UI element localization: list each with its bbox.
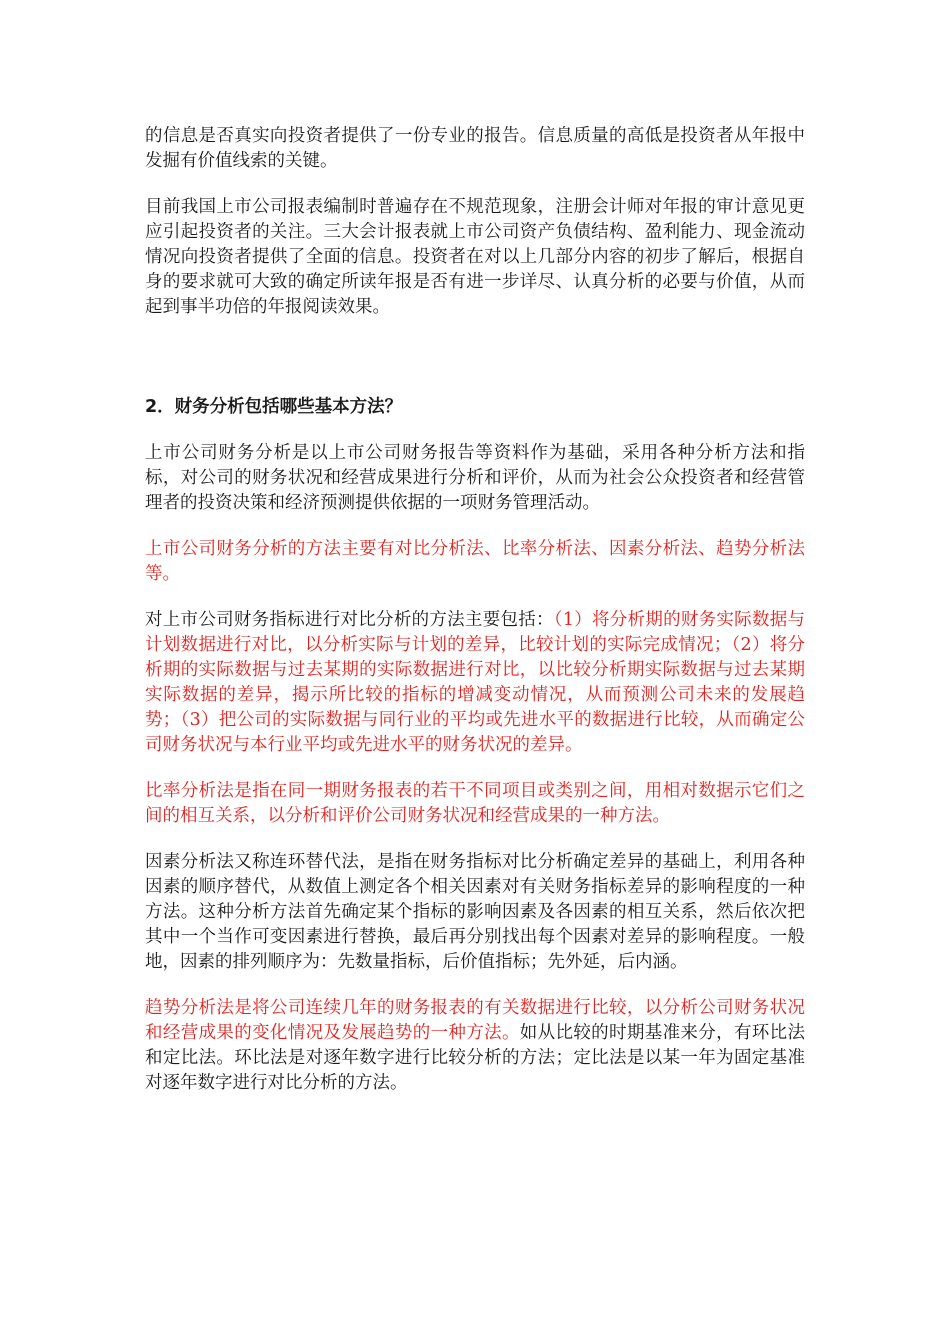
- trend-details: 如从比较的时期基准来分，有环比法和定比法。环比法是对逐年数字进行比较分析的方法；定比法是以某一年为固定基准对逐年数字进行对比分析的方法。: [145, 1023, 806, 1093]
- trend-definition: 趋势分析法是将公司连续几年的财务报表的有关数据进行比较，以分析公司财务状况和经营成果的变化情况及发展趋势的一种方法。: [145, 998, 805, 1043]
- paragraph-annual-report: 目前我国上市公司报表编制时普遍存在不规范现象，注册会计师对年报的审计意见更应引起投资者的关注。三大会计报表就上市公司资产负债结构、盈利能力、现金流动情况向投资者提供了全面的信息。投资者在对以上几部分内容的初步了解后，根据自身的要求就可大致的确定所读年报是否有进一步详尽、认真分析的必要与价值，从而起到事半功倍的年报阅读效果。: [145, 197, 805, 317]
- paragraph-trend-method: [145, 996, 805, 1096]
- paragraph-methods-summary: 上市公司财务分析的方法主要有对比分析法、比率分析法、因素分析法、趋势分析法等。: [145, 539, 805, 584]
- paragraph-ratio-method: 比率分析法是指在同一期财务报表的若干不同项目或类别之间，用相对数据示它们之间的相互关系，以分析和评价公司财务状况和经营成果的一种方法。: [145, 781, 805, 826]
- paragraph-factor-method: 因素分析法又称连环替代法，是指在财务指标对比分析确定差异的基础上，利用各种因素的顺序替代，从数值上测定各个相关因素对有关财务指标差异的影响程度的一种方法。这种分析方法首先确定某个指标的影响因素及各因素的相互关系，然后依次把其中一个当作可变因素进行替换，最后再分别找出每个因素对差异的影响程度。一般地，因素的排列顺序为：先数量指标，后价值指标；先外延，后内涵。: [145, 852, 805, 972]
- paragraph-definition: 上市公司财务分析是以上市公司财务报告等资料作为基础，采用各种分析方法和指标，对公司的财务状况和经营成果进行分析和评价，从而为社会公众投资者和经营管理者的投资决策和经济预测提供依据的一项财务管理活动。: [145, 443, 805, 513]
- paragraph-comparison-method: [145, 608, 805, 758]
- comparison-details: （1）将分析期的财务实际数据与计划数据进行对比，以分析实际与计划的差异，比较计划的实际完成情况；（2）将分析期的实际数据与过去某期的实际数据进行对比，以比较分析期实际数据与过去某期实际数据的差异，揭示所比较的指标的增减变动情况，从而预测公司未来的发展趋势；（3）把公司的实际数据与同行业的平均或先进水平的数据进行比较，从而确定公司财务状况与本行业平均或先进水平的财务状况的差异。: [145, 610, 806, 755]
- document-page: [145, 124, 805, 1117]
- paragraph-intro-continuation: 的信息是否真实向投资者提供了一份专业的报告。信息质量的高低是投资者从年报中发掘有价值线索的关键。: [145, 126, 805, 171]
- section-heading: 2．财务分析包括哪些基本方法？: [145, 397, 403, 417]
- comparison-intro: 对上市公司财务指标进行对比分析的方法主要包括：: [145, 610, 554, 630]
